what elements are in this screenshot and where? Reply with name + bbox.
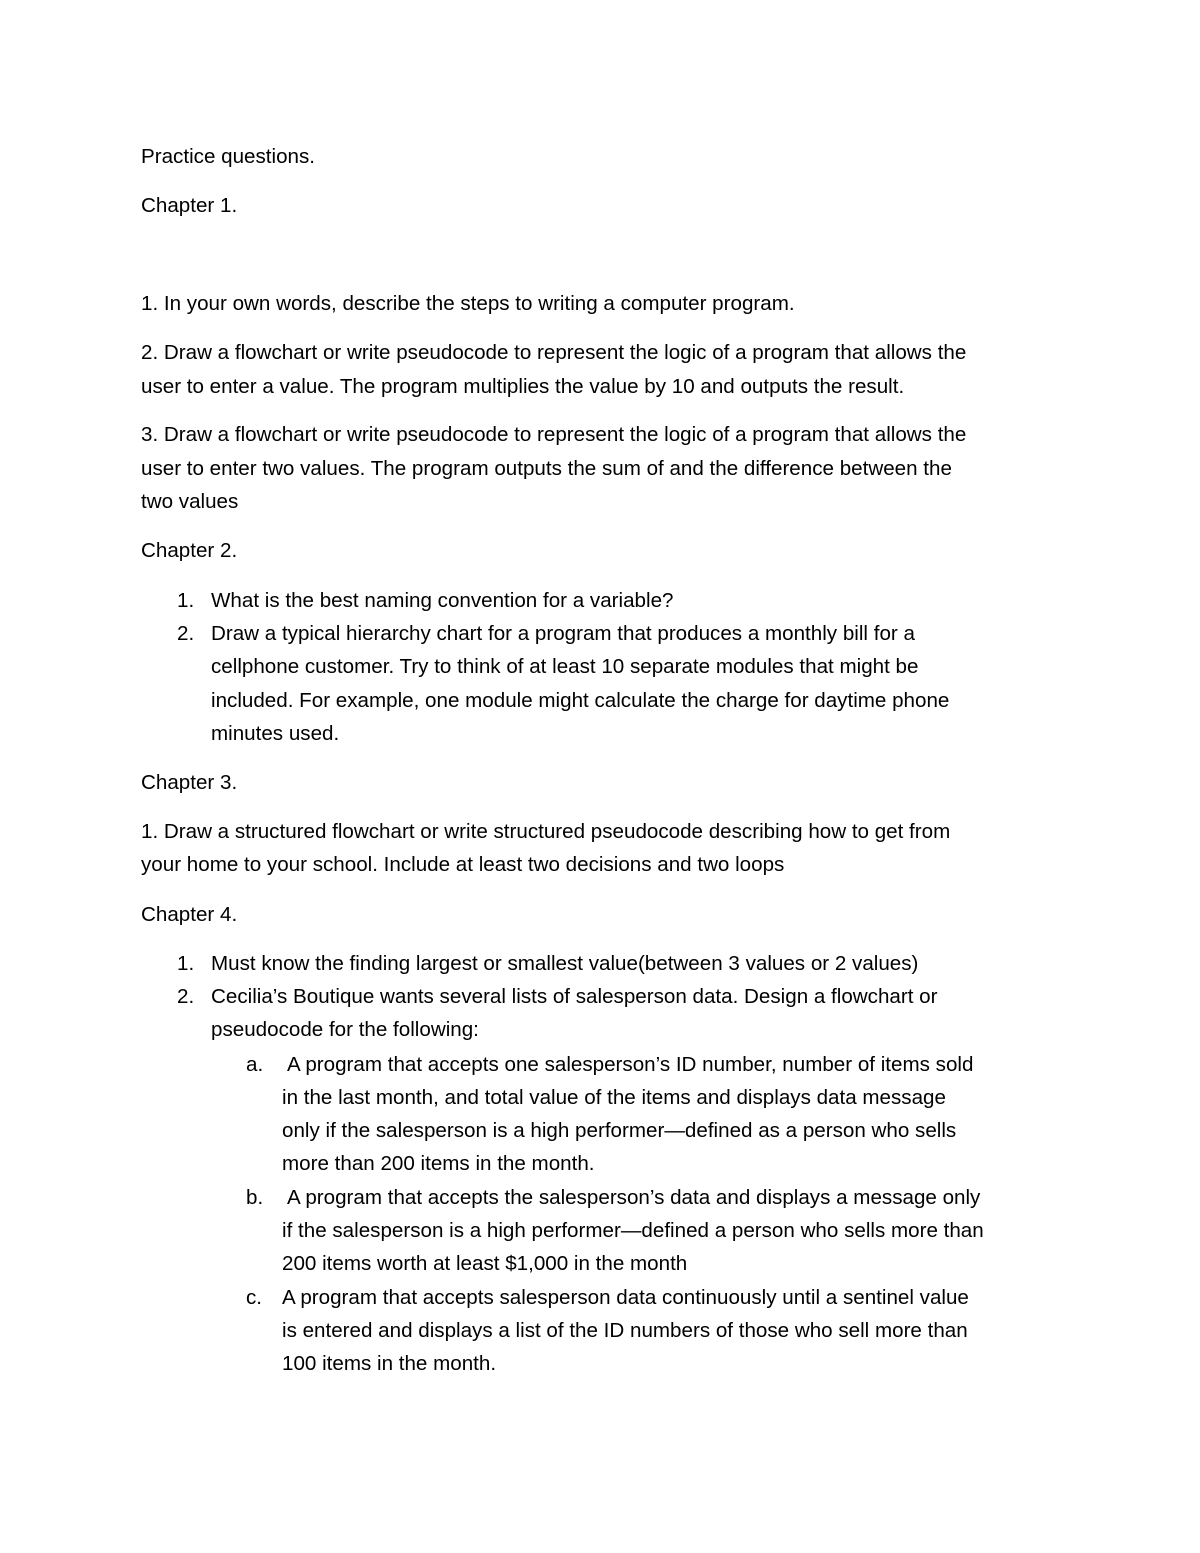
chapter-2-item-2-line-2: cellphone customer. Try to think of at least 10 separate modules that might be — [211, 655, 919, 678]
chapter-4-sub-c-label: c. — [246, 1286, 263, 1309]
chapter-2-item-1-number: 1. — [177, 589, 195, 612]
chapter-4-item-2-line-1: Cecilia’s Boutique wants several lists of salesperson data. Design a flowchart or — [211, 985, 938, 1008]
chapter-3-heading: Chapter 3. — [141, 771, 238, 794]
chapter-1-question-1: 1. In your own words, describe the steps to writing a computer program. — [141, 292, 795, 315]
chapter-4-item-2-number: 2. — [177, 985, 195, 1008]
chapter-1-question-3-line-2: user to enter two values. The program outputs the sum of and the difference between the — [141, 457, 952, 480]
chapter-4-sub-a-line-4: more than 200 items in the month. — [282, 1152, 595, 1175]
chapter-3-question-1-line-1: 1. Draw a structured flowchart or write structured pseudocode describing how to get from — [141, 820, 951, 843]
chapter-4-sub-a-label: a. — [246, 1053, 264, 1076]
chapter-2-item-2-number: 2. — [177, 622, 195, 645]
chapter-4-item-2-line-2: pseudocode for the following: — [211, 1018, 479, 1041]
chapter-4-sub-b-label: b. — [246, 1186, 264, 1209]
chapter-4-sub-a-line-2: in the last month, and total value of the items and displays data message — [282, 1086, 946, 1109]
document-title: Practice questions. — [141, 145, 315, 168]
chapter-4-sub-c-line-3: 100 items in the month. — [282, 1352, 497, 1375]
chapter-2-item-2-line-3: included. For example, one module might calculate the charge for daytime phone — [211, 689, 950, 712]
chapter-1-heading: Chapter 1. — [141, 194, 238, 217]
chapter-4-sub-b-line-1: A program that accepts the salesperson’s data and displays a message only — [287, 1186, 981, 1209]
chapter-3-question-1-line-2: your home to your school. Include at least two decisions and two loops — [141, 853, 785, 876]
chapter-4-sub-a-line-3: only if the salesperson is a high performer—defined as a person who sells — [282, 1119, 957, 1142]
chapter-1-question-3-line-3: two values — [141, 490, 239, 513]
chapter-1-question-3-line-1: 3. Draw a flowchart or write pseudocode to represent the logic of a program that allows the — [141, 423, 967, 446]
chapter-4-sub-c-line-1: A program that accepts salesperson data continuously until a sentinel value — [282, 1286, 969, 1309]
chapter-1-question-2-line-1: 2. Draw a flowchart or write pseudocode to represent the logic of a program that allows the — [141, 341, 967, 364]
chapter-2-item-2-line-1: Draw a typical hierarchy chart for a program that produces a monthly bill for a — [211, 622, 915, 645]
chapter-2-item-1-line-1: What is the best naming convention for a variable? — [211, 589, 674, 612]
chapter-4-sub-b-line-3: 200 items worth at least $1,000 in the month — [282, 1252, 688, 1275]
chapter-4-sub-c-line-2: is entered and displays a list of the ID numbers of those who sell more than — [282, 1319, 968, 1342]
chapter-4-sub-a-line-1: A program that accepts one salesperson’s ID number, number of items sold — [287, 1053, 974, 1076]
chapter-4-heading: Chapter 4. — [141, 903, 238, 926]
chapter-4-sub-b-line-2: if the salesperson is a high performer—defined a person who sells more than — [282, 1219, 984, 1242]
chapter-2-heading: Chapter 2. — [141, 539, 238, 562]
chapter-4-item-1-line-1: Must know the finding largest or smallest value(between 3 values or 2 values) — [211, 952, 919, 975]
chapter-1-question-2-line-2: user to enter a value. The program multiplies the value by 10 and outputs the result. — [141, 375, 905, 398]
chapter-2-item-2-line-4: minutes used. — [211, 722, 340, 745]
chapter-4-item-1-number: 1. — [177, 952, 195, 975]
